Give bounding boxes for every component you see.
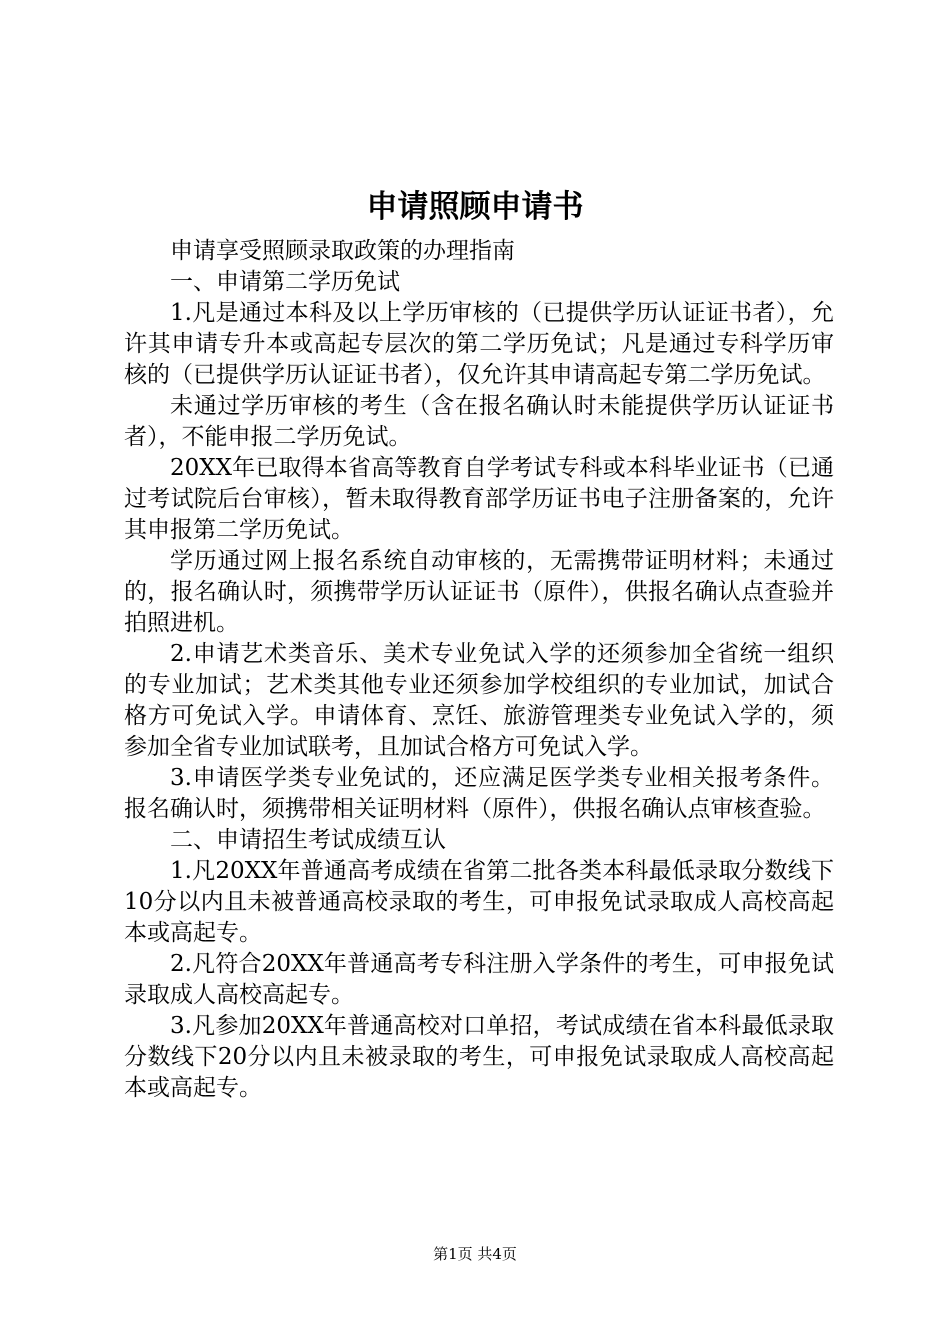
paragraph: 未通过学历审核的考生（含在报名确认时未能提供学历认证证书者），不能申报二学历免试。 — [124, 393, 834, 450]
paragraph: 3.凡参加20XX年普通高校对口单招，考试成绩在省本科最低录取分数线下20分以内且未被录取的考生，可申报免试录取成人高校高起本或高起专。 — [124, 1013, 834, 1101]
paragraph: 1.凡是通过本科及以上学历审核的（已提供学历认证证书者），允许其申请专升本或高起专层次的第二学历免试；凡是通过专科学历审核的（已提供学历认证证书者），仅允许其申请高起专第二学历免试。 — [124, 300, 834, 388]
page-footer: 第1页 共4页 — [433, 1245, 517, 1263]
paragraph: 1.凡20XX年普通高考成绩在省第二批各类本科最低录取分数线下10分以内且未被普通高校录取的考生，可申报免试录取成人高校高起本或高起专。 — [124, 858, 834, 946]
document-body — [124, 236, 834, 1104]
paragraph: 2.凡符合20XX年普通高考专科注册入学条件的考生，可申报免试录取成人高校高起专。 — [124, 951, 834, 1008]
paragraph: 2.申请艺术类音乐、美术专业免试入学的还须参加全省统一组织的专业加试；艺术类其他专业还须参加学校组织的专业加试，加试合格方可免试入学。申请体育、烹饪、旅游管理类专业免试入学的，须参加全省专业加试联考，且加试合格方可免试入学。 — [124, 641, 834, 760]
section-heading-2: 二、申请招生考试成绩互认 — [170, 827, 446, 853]
paragraph: 学历通过网上报名系统自动审核的，无需携带证明材料；未通过的，报名确认时，须携带学历认证证书（原件），供报名确认点查验并拍照进机。 — [124, 548, 834, 636]
paragraph: 20XX年已取得本省高等教育自学考试专科或本科毕业证书（已通过考试院后台审核），暂未取得教育部学历证书电子注册备案的，允许其申报第二学历免试。 — [124, 455, 834, 543]
page-title: 申请照顾申请书 — [366, 189, 584, 225]
paragraph-intro: 申请享受照顾录取政策的办理指南 — [170, 238, 515, 264]
paragraph: 3.申请医学类专业免试的，还应满足医学类专业相关报考条件。报名确认时，须携带相关证明材料（原件），供报名确认点审核查验。 — [124, 765, 834, 822]
section-heading-1: 一、申请第二学历免试 — [170, 269, 400, 295]
